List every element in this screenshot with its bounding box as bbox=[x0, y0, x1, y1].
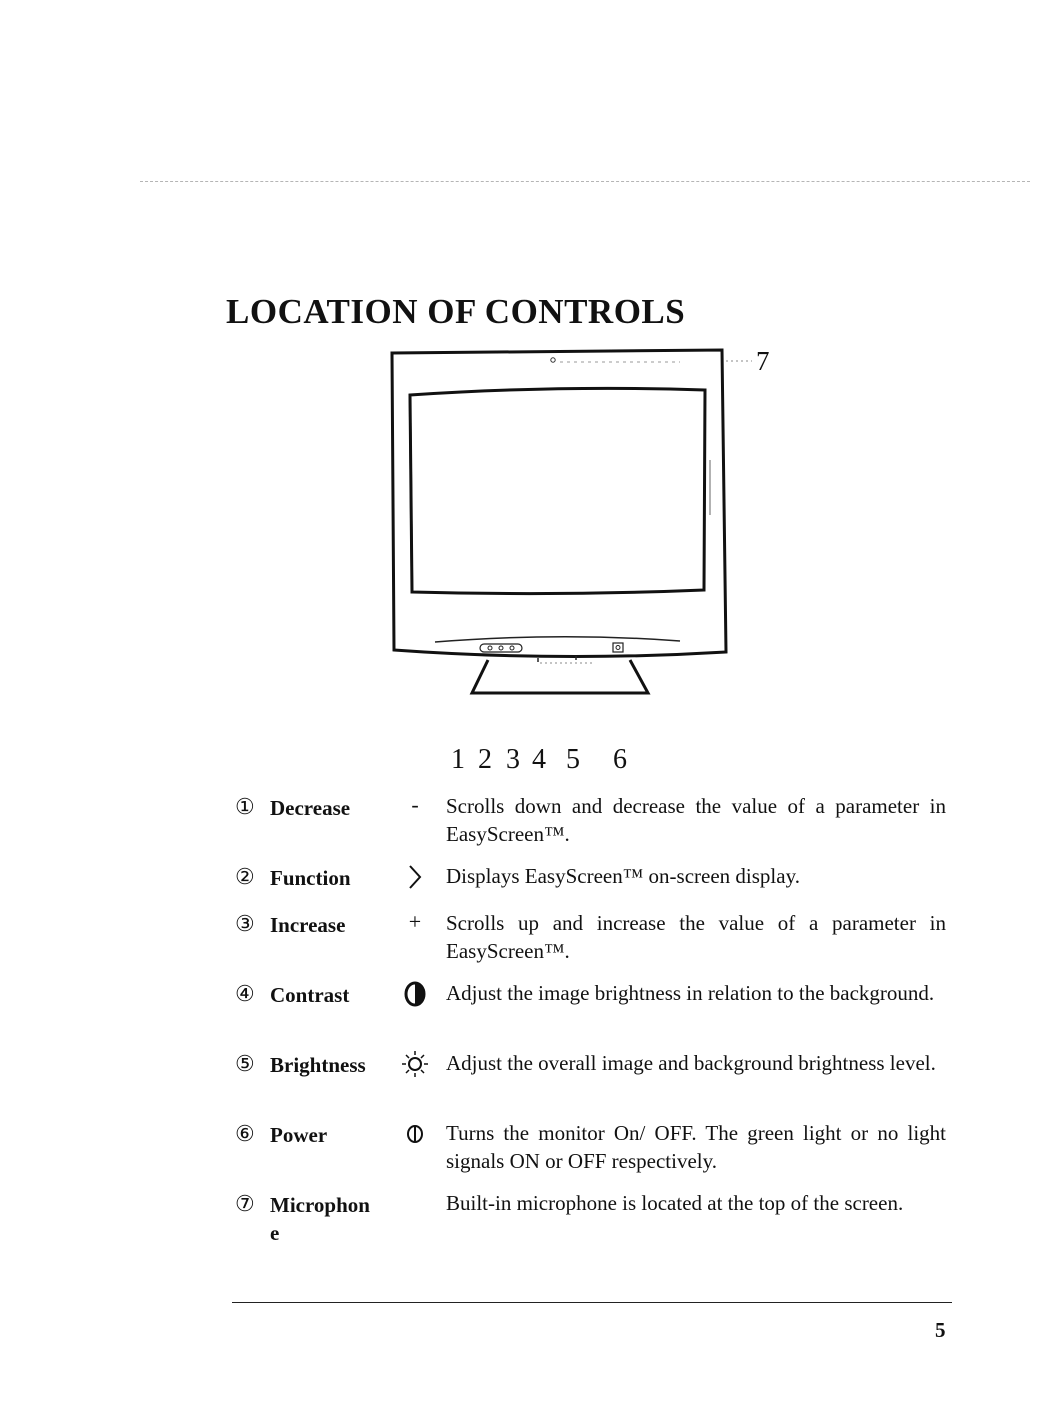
button-number: 6 bbox=[613, 744, 627, 775]
control-name: Brightness bbox=[270, 1053, 366, 1077]
control-description: Built-in microphone is located at the top of the screen. bbox=[446, 1191, 904, 1215]
power-icon bbox=[400, 1119, 430, 1145]
page-title: LOCATION OF CONTROLS bbox=[226, 292, 686, 331]
control-name: Decrease bbox=[270, 796, 351, 820]
control-name: Increase bbox=[270, 913, 346, 937]
contrast-icon bbox=[400, 979, 430, 1007]
item-marker: ⑥ bbox=[235, 1121, 255, 1146]
control-description: Displays EasyScreen™ on-screen display. bbox=[446, 864, 800, 888]
button-number: 1 bbox=[451, 744, 465, 775]
item-marker: ③ bbox=[235, 911, 255, 936]
brightness-icon bbox=[400, 1049, 430, 1079]
scan-artifact-line bbox=[140, 181, 1030, 183]
monitor-drawing bbox=[380, 340, 800, 740]
item-marker: ⑦ bbox=[235, 1191, 255, 1216]
control-name: Contrast bbox=[270, 983, 350, 1007]
item-marker: ① bbox=[235, 794, 255, 819]
microphone-hole bbox=[551, 358, 555, 362]
callout-microphone: 7 bbox=[756, 346, 770, 376]
item-marker: ④ bbox=[235, 981, 255, 1006]
control-name: Power bbox=[270, 1123, 328, 1147]
button-group bbox=[480, 644, 522, 652]
button-number: 4 bbox=[532, 744, 546, 775]
control-description: Turns the monitor On/ OFF. The green light or no light signals ON or OFF respectively. bbox=[446, 1121, 946, 1173]
control-name: Microphon e bbox=[270, 1193, 370, 1245]
control-description: Adjust the image brightness in relation to the background. bbox=[446, 981, 935, 1005]
control-strip bbox=[435, 637, 680, 642]
item-marker: ② bbox=[235, 864, 255, 889]
button-number: 2 bbox=[478, 744, 492, 775]
button-number: 5 bbox=[566, 744, 580, 775]
footer-rule bbox=[232, 1302, 952, 1303]
power-button bbox=[613, 643, 623, 652]
control-description: Adjust the overall image and background brightness level. bbox=[446, 1051, 936, 1075]
control-row-power bbox=[0, 1121, 1038, 1185]
control-name: Function bbox=[270, 866, 351, 890]
function-icon bbox=[400, 862, 430, 891]
monitor-figure bbox=[380, 340, 800, 740]
minus-symbol: - bbox=[411, 792, 419, 817]
control-row-increase bbox=[0, 911, 1038, 975]
item-marker: ⑤ bbox=[235, 1051, 255, 1076]
control-description: Scrolls down and decrease the value of a parameter in EasyScreen™. bbox=[446, 794, 946, 846]
plus-symbol: + bbox=[408, 909, 422, 934]
control-description: Scrolls up and increase the value of a parameter in EasyScreen™. bbox=[446, 911, 946, 963]
monitor-stand bbox=[472, 660, 648, 693]
page-number: 5 bbox=[935, 1318, 946, 1342]
control-row-brightness bbox=[0, 1051, 1038, 1115]
monitor-screen bbox=[410, 388, 705, 593]
control-row-contrast bbox=[0, 981, 1038, 1045]
button-number: 3 bbox=[506, 744, 520, 775]
monitor-bezel bbox=[392, 350, 726, 657]
control-row-decrease bbox=[0, 794, 1038, 858]
control-row-microphone bbox=[0, 1191, 1038, 1255]
